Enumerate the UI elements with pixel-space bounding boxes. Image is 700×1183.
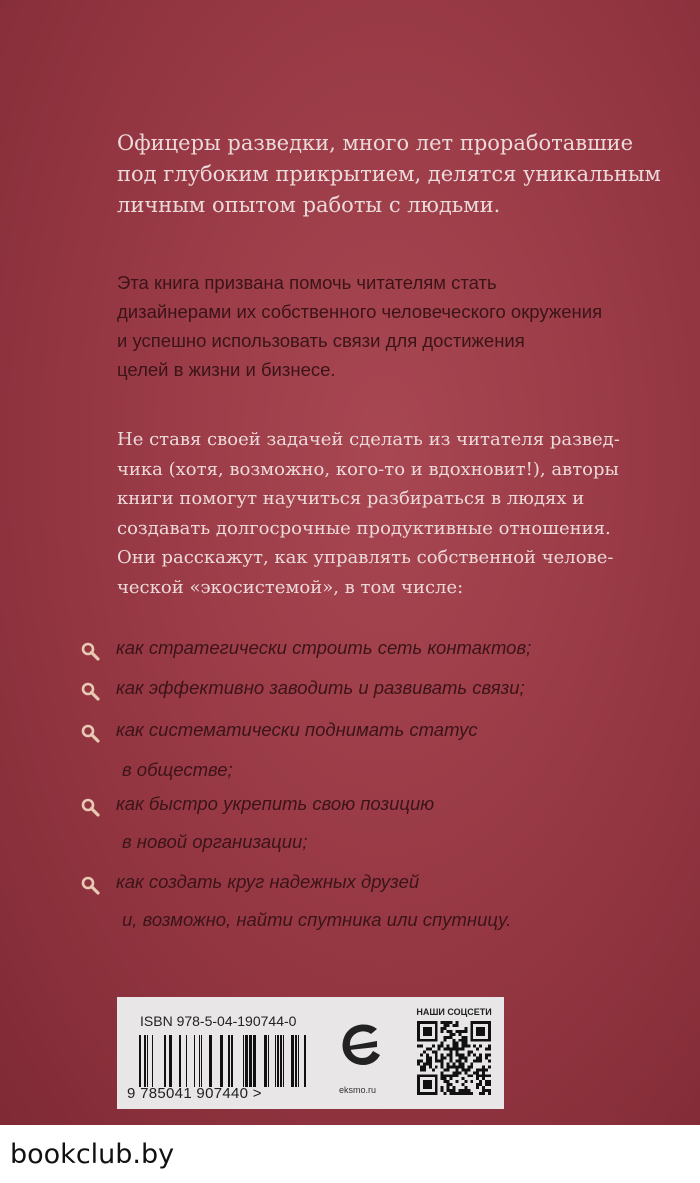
bullet-text: как стратегически строить сеть контактов; — [116, 637, 532, 658]
bullet-text: как создать круг надежных друзей — [116, 871, 420, 892]
text-line: ческой «экосистемой», в том числе: — [117, 576, 464, 598]
watermark-footer — [0, 1125, 700, 1183]
text-line: Офицеры разведки, много лет проработавшие — [117, 131, 634, 155]
bullet-continuation: в обществе; — [122, 759, 233, 780]
text-line: создавать долгосрочные продуктивные отношения. — [117, 517, 611, 539]
bullet-text: как систематически поднимать статус — [116, 719, 478, 740]
text-line: целей в жизни и бизнесе. — [117, 359, 336, 380]
socials-label: НАШИ СОЦСЕТИ — [416, 1007, 492, 1017]
social-qr-panel — [406, 997, 502, 1109]
magnifier-icon — [80, 641, 102, 663]
bullet-continuation: в новой организации; — [122, 831, 308, 852]
text-line: Эта книга призвана помочь читателям стать — [117, 272, 497, 293]
qr-code[interactable] — [417, 1021, 491, 1095]
bullet-continuation: и, возможно, найти спутника или спутницу. — [122, 909, 512, 930]
magnifier-icon — [80, 723, 102, 745]
site-watermark[interactable]: bookclub.by — [10, 1139, 175, 1170]
text-line: Не ставя своей задачей сделать из читателя развед- — [117, 429, 620, 450]
text-line: книги помогут научиться разбираться в людях и — [117, 488, 585, 509]
isbn-label: ISBN 978-5-04-190744-0 — [140, 1013, 297, 1029]
text-line: дизайнерами их собственного человеческого окружения — [117, 301, 603, 322]
eksmo-logo — [337, 1019, 389, 1077]
summary-paragraph — [117, 425, 697, 602]
barcode-number: 9 785041 907440 > — [127, 1085, 262, 1102]
bullet-text: как быстро укрепить свою позицию — [116, 793, 435, 814]
text-line: чика (хотя, возможно, кого-то и вдохновит!), авторы — [117, 458, 619, 480]
text-line: Они расскажут, как управлять собственной челове- — [117, 547, 614, 568]
description-paragraph — [117, 268, 697, 384]
text-line: и успешно использовать связи для достижения — [117, 330, 525, 351]
barcode — [139, 1035, 314, 1087]
magnifier-icon — [80, 797, 102, 819]
bullet-text: как эффективно заводить и развивать связи; — [116, 677, 525, 698]
magnifier-icon — [80, 681, 102, 703]
text-line: личным опытом работы с людьми. — [117, 193, 501, 217]
lead-paragraph — [117, 128, 697, 221]
text-line: под глубоким прикрытием, делятся уникальным — [117, 162, 661, 186]
publisher-url: eksmo.ru — [339, 1085, 377, 1095]
magnifier-icon — [80, 875, 102, 897]
